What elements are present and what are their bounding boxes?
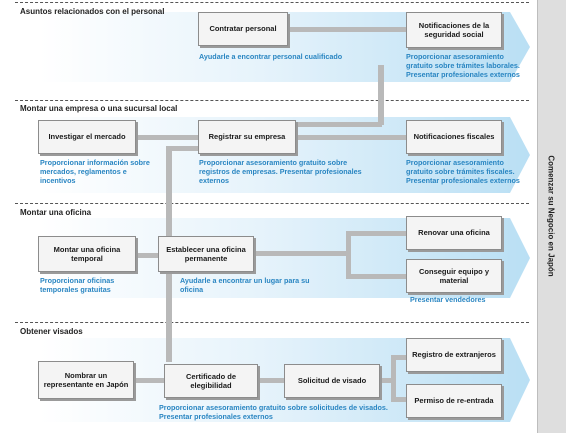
connector	[346, 231, 408, 236]
section-separator	[15, 100, 529, 101]
connector	[166, 268, 172, 362]
connector	[166, 146, 198, 151]
desc-oficina-temporal: Proporcionar oficinas temporales gratuitas	[40, 276, 115, 294]
box-montar-oficina-temporal[interactable]: Montar una oficina temporal	[38, 236, 136, 272]
box-contratar-personal[interactable]: Contratar personal	[198, 12, 288, 46]
section-separator	[15, 2, 529, 3]
connector	[378, 65, 384, 125]
connector	[166, 150, 172, 242]
box-oficina-permanente[interactable]: Establecer una oficina permanente	[158, 236, 254, 272]
section-title-empresa: Montar una empresa o una sucursal local	[20, 104, 178, 113]
box-permiso-reentrada[interactable]: Permiso de re-entrada	[406, 384, 502, 418]
connector	[288, 27, 408, 32]
connector	[254, 251, 348, 256]
desc-notificaciones-fiscales: Proporcionar asesoramiento gratuito sobre trámites fiscales. Presentar profesionales externos	[406, 158, 520, 185]
desc-notificaciones-seguridad-social: Proporcionar asesoramiento gratuito sobre trámites laborales. Presentar profesionales externos	[406, 52, 520, 79]
box-solicitud-visado[interactable]: Solicitud de visado	[284, 364, 380, 398]
connector	[258, 378, 284, 383]
desc-oficina-permanente: Ayudarle a encontrar un lugar para su oficina	[180, 276, 310, 294]
connector	[136, 135, 198, 140]
box-investigar-mercado[interactable]: Investigar el mercado	[38, 120, 136, 154]
desc-visados: Proporcionar asesoramiento gratuito sobre solicitudes de visados. Presentar profesionales externos	[159, 403, 388, 421]
box-registrar-empresa[interactable]: Registrar su empresa	[198, 120, 296, 154]
section-title-personal: Asuntos relacionados con el personal	[20, 7, 165, 16]
connector	[346, 274, 408, 279]
sidebar-label: Comenzar su Negocio en Japón	[546, 155, 556, 277]
box-conseguir-equipo[interactable]: Conseguir equipo y material	[406, 259, 502, 293]
box-notificaciones-seguridad-social[interactable]: Notificaciones de la seguridad social	[406, 12, 502, 48]
connector	[136, 253, 158, 258]
section-title-visados: Obtener visados	[20, 327, 83, 336]
connector	[391, 355, 407, 360]
section-separator	[15, 203, 529, 204]
desc-conseguir-equipo: Presentar vendedores	[410, 295, 486, 304]
section-separator	[15, 322, 529, 323]
connector	[346, 231, 351, 279]
desc-registrar-empresa: Proporcionar asesoramiento gratuito sobre registros de empresas. Presentar profesionales externos	[199, 158, 362, 185]
box-registro-extranjeros[interactable]: Registro de extranjeros	[406, 338, 502, 372]
connector	[296, 122, 382, 127]
section-title-oficina: Montar una oficina	[20, 208, 92, 217]
box-nombrar-representante[interactable]: Nombrar un representante en Japón	[38, 361, 134, 399]
desc-investigar-mercado: Proporcionar información sobre mercados, reglamentos e incentivos	[40, 158, 150, 185]
desc-contratar-personal: Ayudarle a encontrar personal cualificado	[199, 52, 343, 61]
connector	[391, 397, 407, 402]
box-certificado-elegibilidad[interactable]: Certificado de elegibilidad	[164, 364, 258, 398]
connector	[134, 378, 164, 383]
box-notificaciones-fiscales[interactable]: Notificaciones fiscales	[406, 120, 502, 154]
connector	[391, 355, 396, 401]
connector	[296, 135, 408, 140]
box-renovar-oficina[interactable]: Renovar una oficina	[406, 216, 502, 250]
